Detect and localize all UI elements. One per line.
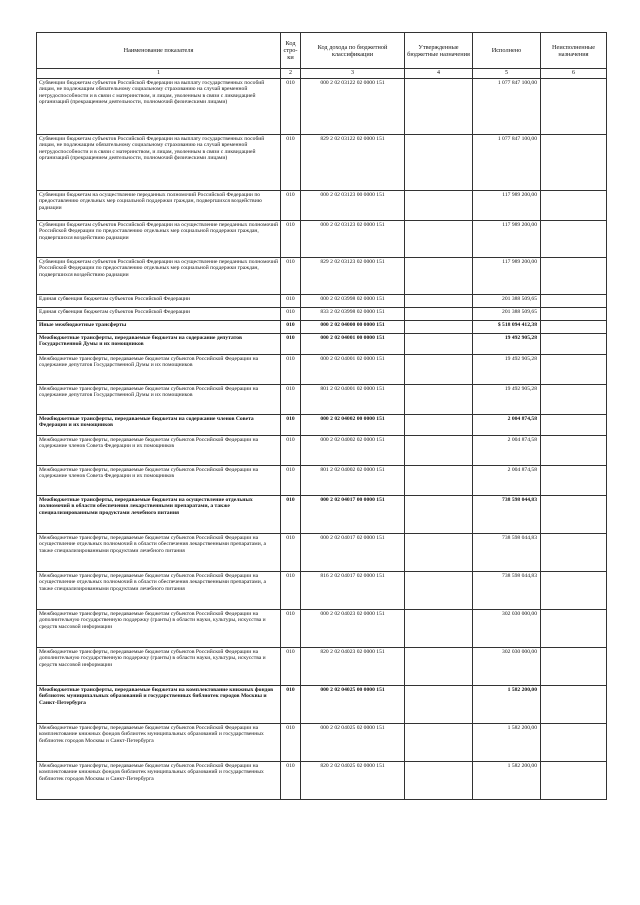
row-income-code: 000 2 02 04017 02 0000 151 xyxy=(301,534,405,572)
row-name: Субвенции бюджетам субъектов Российской Федерации на осуществление переданных полномочий Российской Федерации по предоставлению отдельных мер социальной поддержки граждан, подвергшихся воздействию радиации xyxy=(37,258,281,295)
row-line-code: 010 xyxy=(281,221,301,258)
table-row xyxy=(37,648,607,686)
row-approved xyxy=(405,648,473,686)
table-row xyxy=(37,415,607,436)
row-approved xyxy=(405,762,473,800)
row-income-code: 000 2 02 04025 00 0000 151 xyxy=(301,686,405,724)
row-approved xyxy=(405,686,473,724)
row-name: Единая субвенция бюджетам субъектов Российской Федерации xyxy=(37,295,281,308)
column-number-row xyxy=(37,69,607,79)
header-unexecuted: Неисполненные назначения xyxy=(541,33,607,69)
table-row xyxy=(37,496,607,534)
row-executed: 2 004 874,58 xyxy=(473,415,541,436)
table-row xyxy=(37,724,607,762)
row-approved xyxy=(405,258,473,295)
row-executed: 738 598 044,83 xyxy=(473,534,541,572)
row-approved xyxy=(405,221,473,258)
row-unexecuted xyxy=(541,191,607,221)
row-approved xyxy=(405,334,473,355)
row-executed: 117 989 200,00 xyxy=(473,191,541,221)
budget-table xyxy=(36,32,607,800)
row-unexecuted xyxy=(541,724,607,762)
row-unexecuted xyxy=(541,686,607,724)
row-income-code: 801 2 02 04002 02 0000 151 xyxy=(301,466,405,496)
row-approved xyxy=(405,79,473,135)
table-row xyxy=(37,191,607,221)
table-row xyxy=(37,355,607,385)
column-number: 6 xyxy=(541,69,607,79)
row-name: Межбюджетные трансферты, передаваемые бюджетам субъектов Российской Федерации на дополнительную государственную поддержку (гранты) в области науки, культуры, искусства и средств массовой информации xyxy=(37,648,281,686)
row-executed: 738 598 044,83 xyxy=(473,572,541,610)
row-income-code: 000 2 02 04025 02 0000 151 xyxy=(301,724,405,762)
table-row xyxy=(37,79,607,135)
row-income-code: 000 2 02 03123 02 0000 151 xyxy=(301,221,405,258)
row-approved xyxy=(405,295,473,308)
row-executed: 19 492 905,28 xyxy=(473,334,541,355)
row-approved xyxy=(405,385,473,415)
header-approved: Утвержденные бюджетные назначения xyxy=(405,33,473,69)
row-name: Субвенции бюджетам на осуществление переданных полномочий Российской Федерации по предоставлению отдельных мер социальной поддержки граждан, подвергшихся воздействию радиации xyxy=(37,191,281,221)
row-approved xyxy=(405,466,473,496)
row-line-code: 010 xyxy=(281,308,301,321)
row-executed: 117 989 200,00 xyxy=(473,258,541,295)
row-income-code: 000 2 02 04002 00 0000 151 xyxy=(301,415,405,436)
row-unexecuted xyxy=(541,258,607,295)
table-row xyxy=(37,221,607,258)
row-name: Иные межбюджетные трансферты xyxy=(37,321,281,334)
row-line-code: 010 xyxy=(281,415,301,436)
table-row xyxy=(37,610,607,648)
table-row xyxy=(37,466,607,496)
row-unexecuted xyxy=(541,295,607,308)
row-executed: 1 582 200,00 xyxy=(473,762,541,800)
row-income-code: 000 2 02 04023 02 0000 151 xyxy=(301,610,405,648)
table-row xyxy=(37,295,607,308)
row-approved xyxy=(405,436,473,466)
row-line-code: 010 xyxy=(281,79,301,135)
row-name: Межбюджетные трансферты, передаваемые бюджетам субъектов Российской Федерации на осуществление отдельных полномочий в области обеспечения лекарственными препаратами, а также специализированными продуктами лечебного питания xyxy=(37,572,281,610)
row-name: Межбюджетные трансферты, передаваемые бюджетам субъектов Российской Федерации на дополнительную государственную поддержку (гранты) в области науки, культуры, искусства и средств массовой информации xyxy=(37,610,281,648)
row-income-code: 000 2 02 03123 00 0000 151 xyxy=(301,191,405,221)
row-income-code: 801 2 02 04001 02 0000 151 xyxy=(301,385,405,415)
table-row xyxy=(37,334,607,355)
row-unexecuted xyxy=(541,321,607,334)
row-line-code: 010 xyxy=(281,436,301,466)
row-name: Межбюджетные трансферты, передаваемые бюджетам субъектов Российской Федерации на содержание депутатов Государственной Думы и их помощников xyxy=(37,385,281,415)
row-executed: 302 030 000,00 xyxy=(473,648,541,686)
row-executed: 201 388 509,65 xyxy=(473,308,541,321)
row-executed: 302 030 000,00 xyxy=(473,610,541,648)
row-approved xyxy=(405,355,473,385)
row-line-code: 010 xyxy=(281,135,301,191)
row-unexecuted xyxy=(541,385,607,415)
row-approved xyxy=(405,610,473,648)
header-name: Наименование показателя xyxy=(37,33,281,69)
row-line-code: 010 xyxy=(281,686,301,724)
row-line-code: 010 xyxy=(281,534,301,572)
row-name: Субвенции бюджетам субъектов Российской Федерации на осуществление переданных полномочий Российской Федерации по предоставлению отдельных мер социальной поддержки граждан, подвергшихся воздействию радиации xyxy=(37,221,281,258)
row-approved xyxy=(405,321,473,334)
row-income-code: 000 2 02 04001 02 0000 151 xyxy=(301,355,405,385)
row-name: Межбюджетные трансферты, передаваемые бюджетам на содержание членов Совета Федерации и их помощников xyxy=(37,415,281,436)
row-income-code: 833 2 02 03998 02 0000 151 xyxy=(301,308,405,321)
row-unexecuted xyxy=(541,496,607,534)
row-approved xyxy=(405,572,473,610)
row-name: Межбюджетные трансферты, передаваемые бюджетам субъектов Российской Федерации на комплектование книжных фондов библиотек муниципальных образований и государственных библиотек городов Москвы и Санкт-Петербурга xyxy=(37,762,281,800)
column-number: 3 xyxy=(301,69,405,79)
row-line-code: 010 xyxy=(281,724,301,762)
row-income-code: 000 2 02 04001 00 0000 151 xyxy=(301,334,405,355)
row-unexecuted xyxy=(541,135,607,191)
row-executed: 1 582 200,00 xyxy=(473,724,541,762)
row-approved xyxy=(405,724,473,762)
row-line-code: 010 xyxy=(281,496,301,534)
row-name: Межбюджетные трансферты, передаваемые бюджетам на комплектование книжных фондов библиотек муниципальных образований и государственных библиотек городов Москвы и Санкт-Петербурга xyxy=(37,686,281,724)
row-executed: 117 989 200,00 xyxy=(473,221,541,258)
row-line-code: 010 xyxy=(281,762,301,800)
row-income-code: 820 2 02 04025 02 0000 151 xyxy=(301,762,405,800)
table-row xyxy=(37,321,607,334)
row-income-code: 829 2 02 03123 02 0000 151 xyxy=(301,258,405,295)
column-number: 5 xyxy=(473,69,541,79)
report-page xyxy=(36,32,606,800)
row-executed: 1 077 847 100,00 xyxy=(473,79,541,135)
row-unexecuted xyxy=(541,466,607,496)
row-approved xyxy=(405,496,473,534)
row-approved xyxy=(405,135,473,191)
table-row xyxy=(37,572,607,610)
row-unexecuted xyxy=(541,415,607,436)
row-unexecuted xyxy=(541,79,607,135)
column-number: 1 xyxy=(37,69,281,79)
row-unexecuted xyxy=(541,334,607,355)
table-row xyxy=(37,762,607,800)
row-income-code: 820 2 02 04023 02 0000 151 xyxy=(301,648,405,686)
row-unexecuted xyxy=(541,534,607,572)
row-unexecuted xyxy=(541,221,607,258)
row-unexecuted xyxy=(541,762,607,800)
row-line-code: 010 xyxy=(281,466,301,496)
row-name: Межбюджетные трансферты, передаваемые бюджетам субъектов Российской Федерации на комплектование книжных фондов библиотек муниципальных образований и государственных библиотек городов Москвы и Санкт-Петербурга xyxy=(37,724,281,762)
row-line-code: 010 xyxy=(281,258,301,295)
row-unexecuted xyxy=(541,610,607,648)
row-approved xyxy=(405,191,473,221)
row-name: Межбюджетные трансферты, передаваемые бюджетам на осуществление отдельных полномочий в области обеспечения лекарственными препаратами, а также специализированными продуктами лечебного питания xyxy=(37,496,281,534)
row-executed: 1 077 847 100,00 xyxy=(473,135,541,191)
table-row xyxy=(37,258,607,295)
row-executed: 1 582 200,00 xyxy=(473,686,541,724)
row-executed: 201 388 509,65 xyxy=(473,295,541,308)
row-name: Межбюджетные трансферты, передаваемые бюджетам на содержание депутатов Государственной Думы и их помощников xyxy=(37,334,281,355)
row-line-code: 010 xyxy=(281,334,301,355)
row-executed: 738 598 044,83 xyxy=(473,496,541,534)
row-line-code: 010 xyxy=(281,385,301,415)
row-income-code: 829 2 02 03122 02 0000 151 xyxy=(301,135,405,191)
row-unexecuted xyxy=(541,648,607,686)
table-row xyxy=(37,135,607,191)
row-executed: 2 004 874,58 xyxy=(473,466,541,496)
row-line-code: 010 xyxy=(281,355,301,385)
row-name: Межбюджетные трансферты, передаваемые бюджетам субъектов Российской Федерации на содержание членов Совета Федерации и их помощников xyxy=(37,466,281,496)
row-unexecuted xyxy=(541,572,607,610)
row-approved xyxy=(405,415,473,436)
header-row xyxy=(37,33,607,69)
table-row xyxy=(37,686,607,724)
row-executed: $ 518 094 412,38 xyxy=(473,321,541,334)
header-income-code: Код дохода по бюджетной классификации xyxy=(301,33,405,69)
table-row xyxy=(37,534,607,572)
row-name: Межбюджетные трансферты, передаваемые бюджетам субъектов Российской Федерации на содержание депутатов Государственной Думы и их помощников xyxy=(37,355,281,385)
column-number: 2 xyxy=(281,69,301,79)
row-name: Субвенции бюджетам субъектов Российской Федерации на выплату государственных пособий лицам, не подлежащим обязательному социальному страхованию на случай временной нетрудоспособности и в связи с материнством, и лицам, уволенным в связи с ликвидацией организаций (прекращением деятельности, полномочий физическими лицами) xyxy=(37,79,281,135)
row-line-code: 010 xyxy=(281,321,301,334)
row-income-code: 000 2 02 04002 02 0000 151 xyxy=(301,436,405,466)
row-income-code: 000 2 02 03122 02 0000 151 xyxy=(301,79,405,135)
row-approved xyxy=(405,534,473,572)
row-name: Единая субвенция бюджетам субъектов Российской Федерации xyxy=(37,308,281,321)
row-executed: 19 492 905,28 xyxy=(473,385,541,415)
table-row xyxy=(37,385,607,415)
column-number: 4 xyxy=(405,69,473,79)
row-income-code: 000 2 02 03998 02 0000 151 xyxy=(301,295,405,308)
header-executed: Исполнено xyxy=(473,33,541,69)
row-line-code: 010 xyxy=(281,648,301,686)
row-unexecuted xyxy=(541,355,607,385)
row-name: Межбюджетные трансферты, передаваемые бюджетам субъектов Российской Федерации на осуществление отдельных полномочий в области обеспечения лекарственными препаратами, а также специализированными продуктами лечебного питания xyxy=(37,534,281,572)
row-name: Межбюджетные трансферты, передаваемые бюджетам субъектов Российской Федерации на содержание членов Совета Федерации и их помощников xyxy=(37,436,281,466)
row-executed: 2 004 874,58 xyxy=(473,436,541,466)
header-line-code: Код стро-ки xyxy=(281,33,301,69)
row-name: Субвенции бюджетам субъектов Российской Федерации на выплату государственных пособий лицам, не подлежащим обязательному социальному страхованию на случай временной нетрудоспособности и в связи с материнством, и лицам, уволенным в связи с ликвидацией организаций (прекращением деятельности, полномочий физическими лицами) xyxy=(37,135,281,191)
row-executed: 19 492 905,28 xyxy=(473,355,541,385)
row-unexecuted xyxy=(541,308,607,321)
row-line-code: 010 xyxy=(281,295,301,308)
row-income-code: 000 2 02 04017 00 0000 151 xyxy=(301,496,405,534)
row-line-code: 010 xyxy=(281,191,301,221)
row-income-code: 000 2 02 04000 00 0000 151 xyxy=(301,321,405,334)
table-row xyxy=(37,436,607,466)
table-body xyxy=(37,79,607,800)
table-row xyxy=(37,308,607,321)
row-approved xyxy=(405,308,473,321)
row-line-code: 010 xyxy=(281,572,301,610)
row-income-code: 816 2 02 04017 02 0000 151 xyxy=(301,572,405,610)
row-line-code: 010 xyxy=(281,610,301,648)
row-unexecuted xyxy=(541,436,607,466)
